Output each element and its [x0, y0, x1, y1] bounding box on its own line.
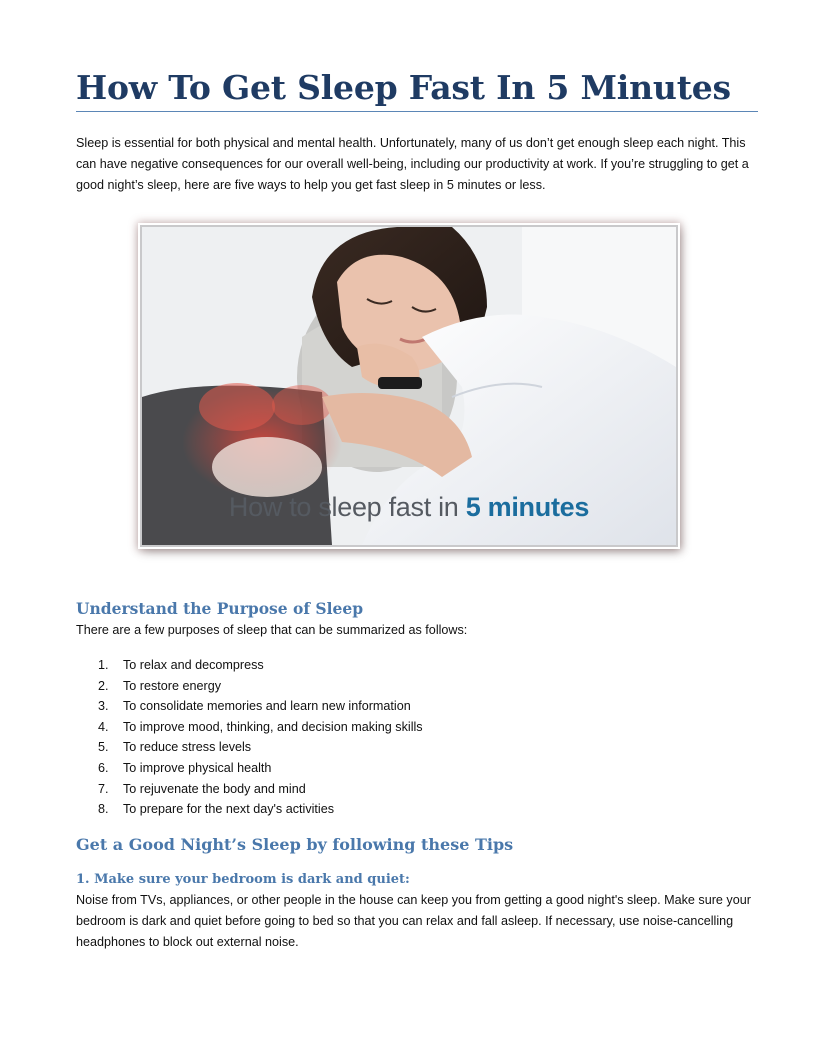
list-item-number: 3.: [98, 699, 109, 714]
image-caption-highlight: 5 minutes: [465, 492, 590, 522]
image-caption: [142, 489, 676, 525]
section-lead-purpose: There are a few purposes of sleep that can be summarized as follows:: [76, 623, 468, 637]
list-item-number: 8.: [98, 802, 109, 817]
list-item-number: 6.: [98, 760, 109, 775]
title-underline: [76, 111, 758, 112]
tip-heading-1: 1. Make sure your bedroom is dark and quiet:: [76, 872, 410, 887]
list-item-text: To reduce stress levels: [123, 740, 252, 755]
list-item-text: To relax and decompress: [123, 658, 264, 672]
list-item-text: To improve physical health: [123, 760, 272, 775]
list-item-number: 2.: [98, 678, 109, 693]
tip-body-1: Noise from TVs, appliances, or other people in the house can keep you from getting a good night's sleep. Make sure your bedroom is dark and quiet before going to bed so that you can relax and fall asleep. If necessary, use noise-cancelling headphones to block out external noise.: [76, 893, 751, 949]
intro-paragraph: Sleep is essential for both physical and mental health. Unfortunately, many of us don’t get enough sleep each night. This can have negative consequences for our overall well-being, including our productivity at work. If you’re struggling to get a good night’s sleep, here are five ways to help you get fast sleep in 5 minutes or less.: [76, 136, 749, 192]
page-title: How To Get Sleep Fast In 5 Minutes: [76, 68, 731, 107]
list-item-number: 5.: [98, 740, 109, 755]
section-heading-purpose: Understand the Purpose of Sleep: [76, 599, 364, 618]
list-item-number: 7.: [98, 781, 109, 796]
list-item-text: To prepare for the next day's activities: [123, 802, 335, 817]
list-item-number: 1.: [98, 658, 109, 672]
list-item-text: To improve mood, thinking, and decision making skills: [123, 719, 423, 734]
list-item-text: To restore energy: [123, 678, 222, 693]
list-item-text: To consolidate memories and learn new information: [123, 699, 411, 714]
section-heading-tips: Get a Good Night’s Sleep by following these Tips: [76, 835, 514, 854]
list-item-text: To rejuvenate the body and mind: [123, 781, 306, 796]
image-caption-prefix: How to sleep fast in: [228, 492, 466, 522]
list-item-number: 4.: [98, 719, 109, 734]
hero-image: [140, 225, 678, 547]
